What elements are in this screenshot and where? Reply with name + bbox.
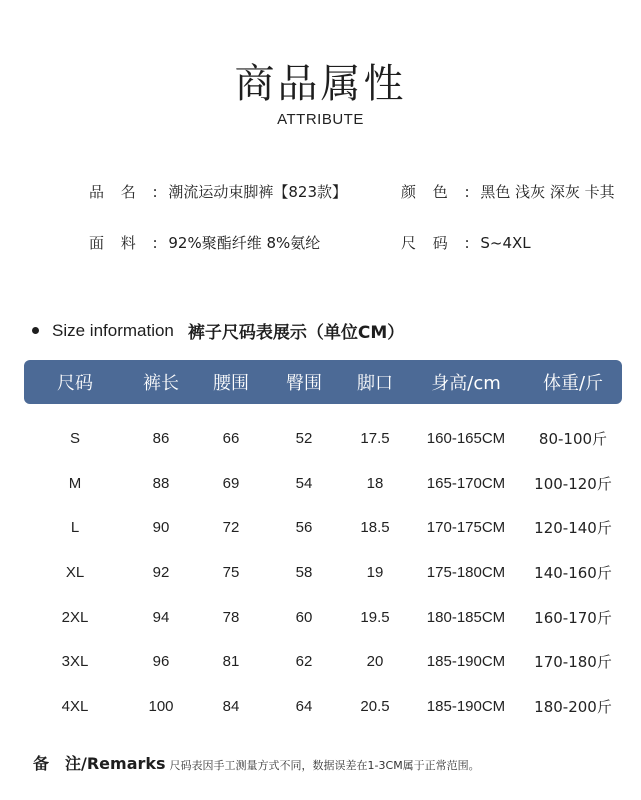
table-cell: 75 [222,563,240,581]
header-cell: 腰围 [213,373,249,394]
attr-size [401,232,531,253]
page-title: 商品属性 [234,61,407,107]
table-cell: 62 [295,653,313,671]
table-header [24,360,622,404]
table-cell: 72 [222,519,240,537]
table-row [24,461,622,506]
table-cell: 175-180CM [426,563,506,581]
attr-value: S~4XL [480,234,531,252]
table-cell: 90 [152,519,170,537]
table-cell: L [70,519,80,537]
header-cell: 臀围 [286,373,322,394]
table-cell: 54 [295,474,313,492]
table-cell: 165-170CM [426,474,506,492]
table-cell: 160-165CM [426,429,506,447]
table-cell: 86 [152,429,170,447]
table-cell: 19.5 [360,608,390,626]
table-cell: 18 [366,474,384,492]
header-cell: 身高/cm [431,373,501,394]
table-cell: 180-185CM [426,608,506,626]
table-cell: 170-180斤 [534,653,612,672]
attr-value: 黑色 浅灰 深灰 卡其 [480,183,615,201]
table-row [24,505,622,550]
table-cell: 56 [295,519,313,537]
size-section-header [32,318,404,343]
table-cell: 4XL [61,697,89,715]
header-cell: 体重/斤 [542,373,604,394]
table-cell: 69 [222,474,240,492]
table-cell: 78 [222,608,240,626]
size-info-label: Size information [52,320,174,340]
table-cell: 140-160斤 [534,563,612,582]
table-cell: 100 [148,697,174,715]
page-subtitle: ATTRIBUTE [277,111,364,128]
table-cell: 18.5 [360,519,390,537]
table-cell: 120-140斤 [534,519,612,538]
table-cell: 60 [295,608,313,626]
table-cell: 20 [366,653,384,671]
remarks-label: 备 注/Remarks [33,754,166,773]
attr-label: 尺 码 : [401,234,476,252]
table-cell: 19 [366,563,384,581]
table-cell: 20.5 [360,697,390,715]
attr-color [401,181,615,202]
table-cell: 3XL [61,653,89,671]
table-cell: 64 [295,697,313,715]
table-row [24,550,622,595]
table-row [24,416,622,461]
table-cell: 96 [152,653,170,671]
bullet-icon [32,327,39,334]
table-cell: 80-100斤 [538,429,608,448]
table-cell: 100-120斤 [534,474,612,493]
remarks [33,751,480,774]
table-cell: 17.5 [360,429,390,447]
table-cell: M [68,474,82,492]
attr-label: 品 名 : [89,183,164,201]
table-cell: 94 [152,608,170,626]
header-cell: 尺码 [57,373,93,394]
attr-fabric [89,232,320,253]
table-cell: 92 [152,563,170,581]
attr-value: 92%聚酯纤维 8%氨纶 [168,234,321,252]
table-cell: XL [65,563,85,581]
table-cell: 58 [295,563,313,581]
table-cell: 160-170斤 [534,608,612,627]
table-row [24,684,622,729]
table-cell: 66 [222,429,240,447]
table-body [24,416,622,729]
header-cell: 裤长 [143,373,179,394]
attr-value: 潮流运动束脚裤【823款】 [168,183,348,201]
table-cell: 84 [222,697,240,715]
table-cell: 180-200斤 [534,697,612,716]
attr-label: 颜 色 : [401,183,476,201]
table-cell: 185-190CM [426,697,506,715]
table-cell: 2XL [61,608,89,626]
table-row [24,595,622,640]
table-cell: 81 [222,653,240,671]
table-cell: 185-190CM [426,653,506,671]
attr-label: 面 料 : [89,234,164,252]
table-row [24,639,622,684]
size-table [24,360,622,729]
table-cell: S [69,429,80,447]
table-cell: 170-175CM [426,519,506,537]
size-chart-title: 裤子尺码表展示（单位CM） [187,323,405,343]
remarks-text: 尺码表因手工测量方式不同，数据误差在1-3CM属于正常范围。 [169,759,480,772]
table-cell: 88 [152,474,170,492]
attr-product-name [89,181,347,202]
header-cell: 脚口 [357,373,393,394]
table-cell: 52 [295,429,313,447]
